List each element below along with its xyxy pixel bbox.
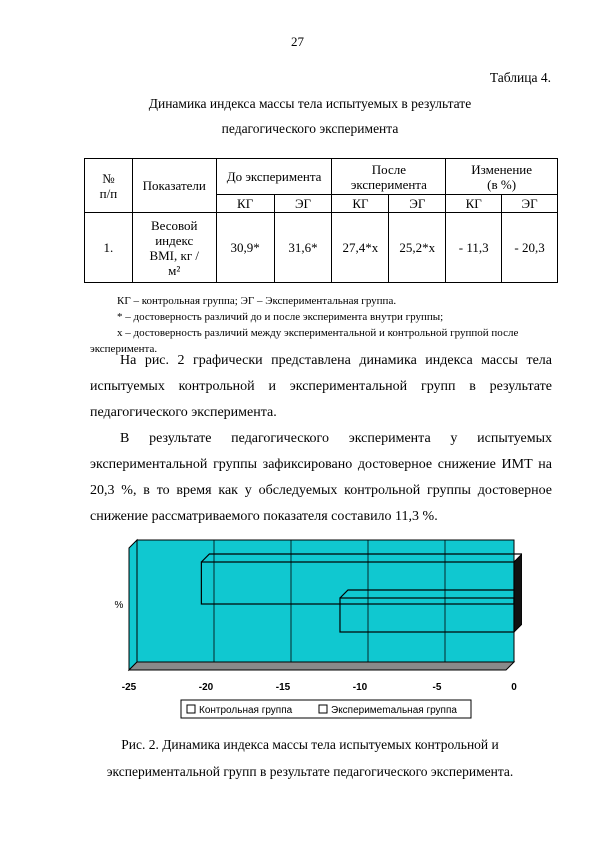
paragraph-line: В результате педагогического эксперимента у испытуемых — [120, 431, 552, 446]
note-legend: КГ – контрольная группа; ЭГ – Экспериментальная группа. — [117, 295, 397, 307]
results-table — [84, 158, 558, 283]
x-tick-label: -15 — [275, 682, 291, 693]
value-cell: 30,9* — [216, 213, 274, 283]
y-axis-label: % — [114, 600, 124, 611]
value-cell: 25,2*x — [389, 213, 446, 283]
plot-area — [137, 540, 514, 662]
row-num: 1. — [85, 213, 133, 283]
value-cell: 31,6* — [274, 213, 332, 283]
table-title-line-2: педагогического эксперимента — [221, 121, 399, 136]
paragraph-line: педагогического эксперимента. — [90, 405, 277, 420]
header-num: № п/п — [85, 159, 133, 213]
legend-swatch — [187, 705, 195, 713]
subheader-cell: КГ — [216, 195, 274, 213]
subheader-cell: ЭГ — [274, 195, 332, 213]
header-before: До эксперимента — [216, 159, 332, 195]
paragraph-line: снижение рассматриваемого показателя составило 11,3 %. — [90, 509, 438, 524]
header-indicator: Показатели — [132, 159, 216, 213]
subheader-cell: ЭГ — [389, 195, 446, 213]
plot-side-wall — [129, 540, 137, 670]
legend-swatch — [319, 705, 327, 713]
figure-caption-line-1: Рис. 2. Динамика индекса массы тела испытуемых контрольной и — [121, 737, 499, 752]
paragraph-1 — [90, 348, 552, 426]
note-x-cont: эксперимента. — [90, 343, 158, 355]
paragraph-line: испытуемых контрольной и экспериментальной групп в результате — [90, 379, 552, 394]
value-cell: - 20,3 — [502, 213, 558, 283]
row-indicator: Весовой индекс BMI, кг / м² — [132, 213, 216, 283]
note-x: x – достоверность различий между экспериментальной и контрольной группой после — [117, 327, 519, 339]
note-asterisk: * – достоверность различий до и после эксперимента внутри группы; — [117, 311, 444, 323]
table-title-line-1: Динамика индекса массы тела испытуемых в результате — [148, 96, 472, 111]
value-cell: 27,4*x — [332, 213, 389, 283]
header-after: После эксперимента — [332, 159, 446, 195]
bar-end-face — [514, 554, 522, 632]
x-tick-label: 0 — [511, 682, 517, 693]
value-cell: - 11,3 — [446, 213, 502, 283]
plot-floor — [129, 662, 514, 670]
figure-caption-line-2: экспериментальной групп в результате педагогического эксперимента. — [106, 764, 514, 779]
subheader-cell: КГ — [446, 195, 502, 213]
x-tick-label: -20 — [198, 682, 214, 693]
paragraph-line: экспериментальной группы зафиксировано достоверное снижение ИМТ на — [90, 457, 552, 472]
table-row — [85, 213, 558, 283]
header-change: Изменение (в %) — [446, 159, 558, 195]
table-label: Таблица 4. — [489, 70, 551, 85]
page-number: 27 — [291, 34, 304, 49]
x-tick-label: -5 — [432, 682, 442, 693]
subheader-cell: КГ — [332, 195, 389, 213]
x-tick-label: -25 — [121, 682, 137, 693]
paragraph-2 — [90, 426, 552, 530]
bmi-bar-chart — [89, 530, 522, 730]
legend-label: Контрольная группа — [199, 705, 293, 716]
x-tick-label: -10 — [352, 682, 368, 693]
subheader-cell: ЭГ — [502, 195, 558, 213]
paragraph-line: 20,3 %, в то время как у обследуемых контрольной группы достоверное — [90, 483, 552, 498]
legend-label: Эксперимеmальная группа — [331, 705, 457, 716]
paragraph-line: На рис. 2 графически представлена динамика индекса массы тела — [120, 353, 552, 368]
